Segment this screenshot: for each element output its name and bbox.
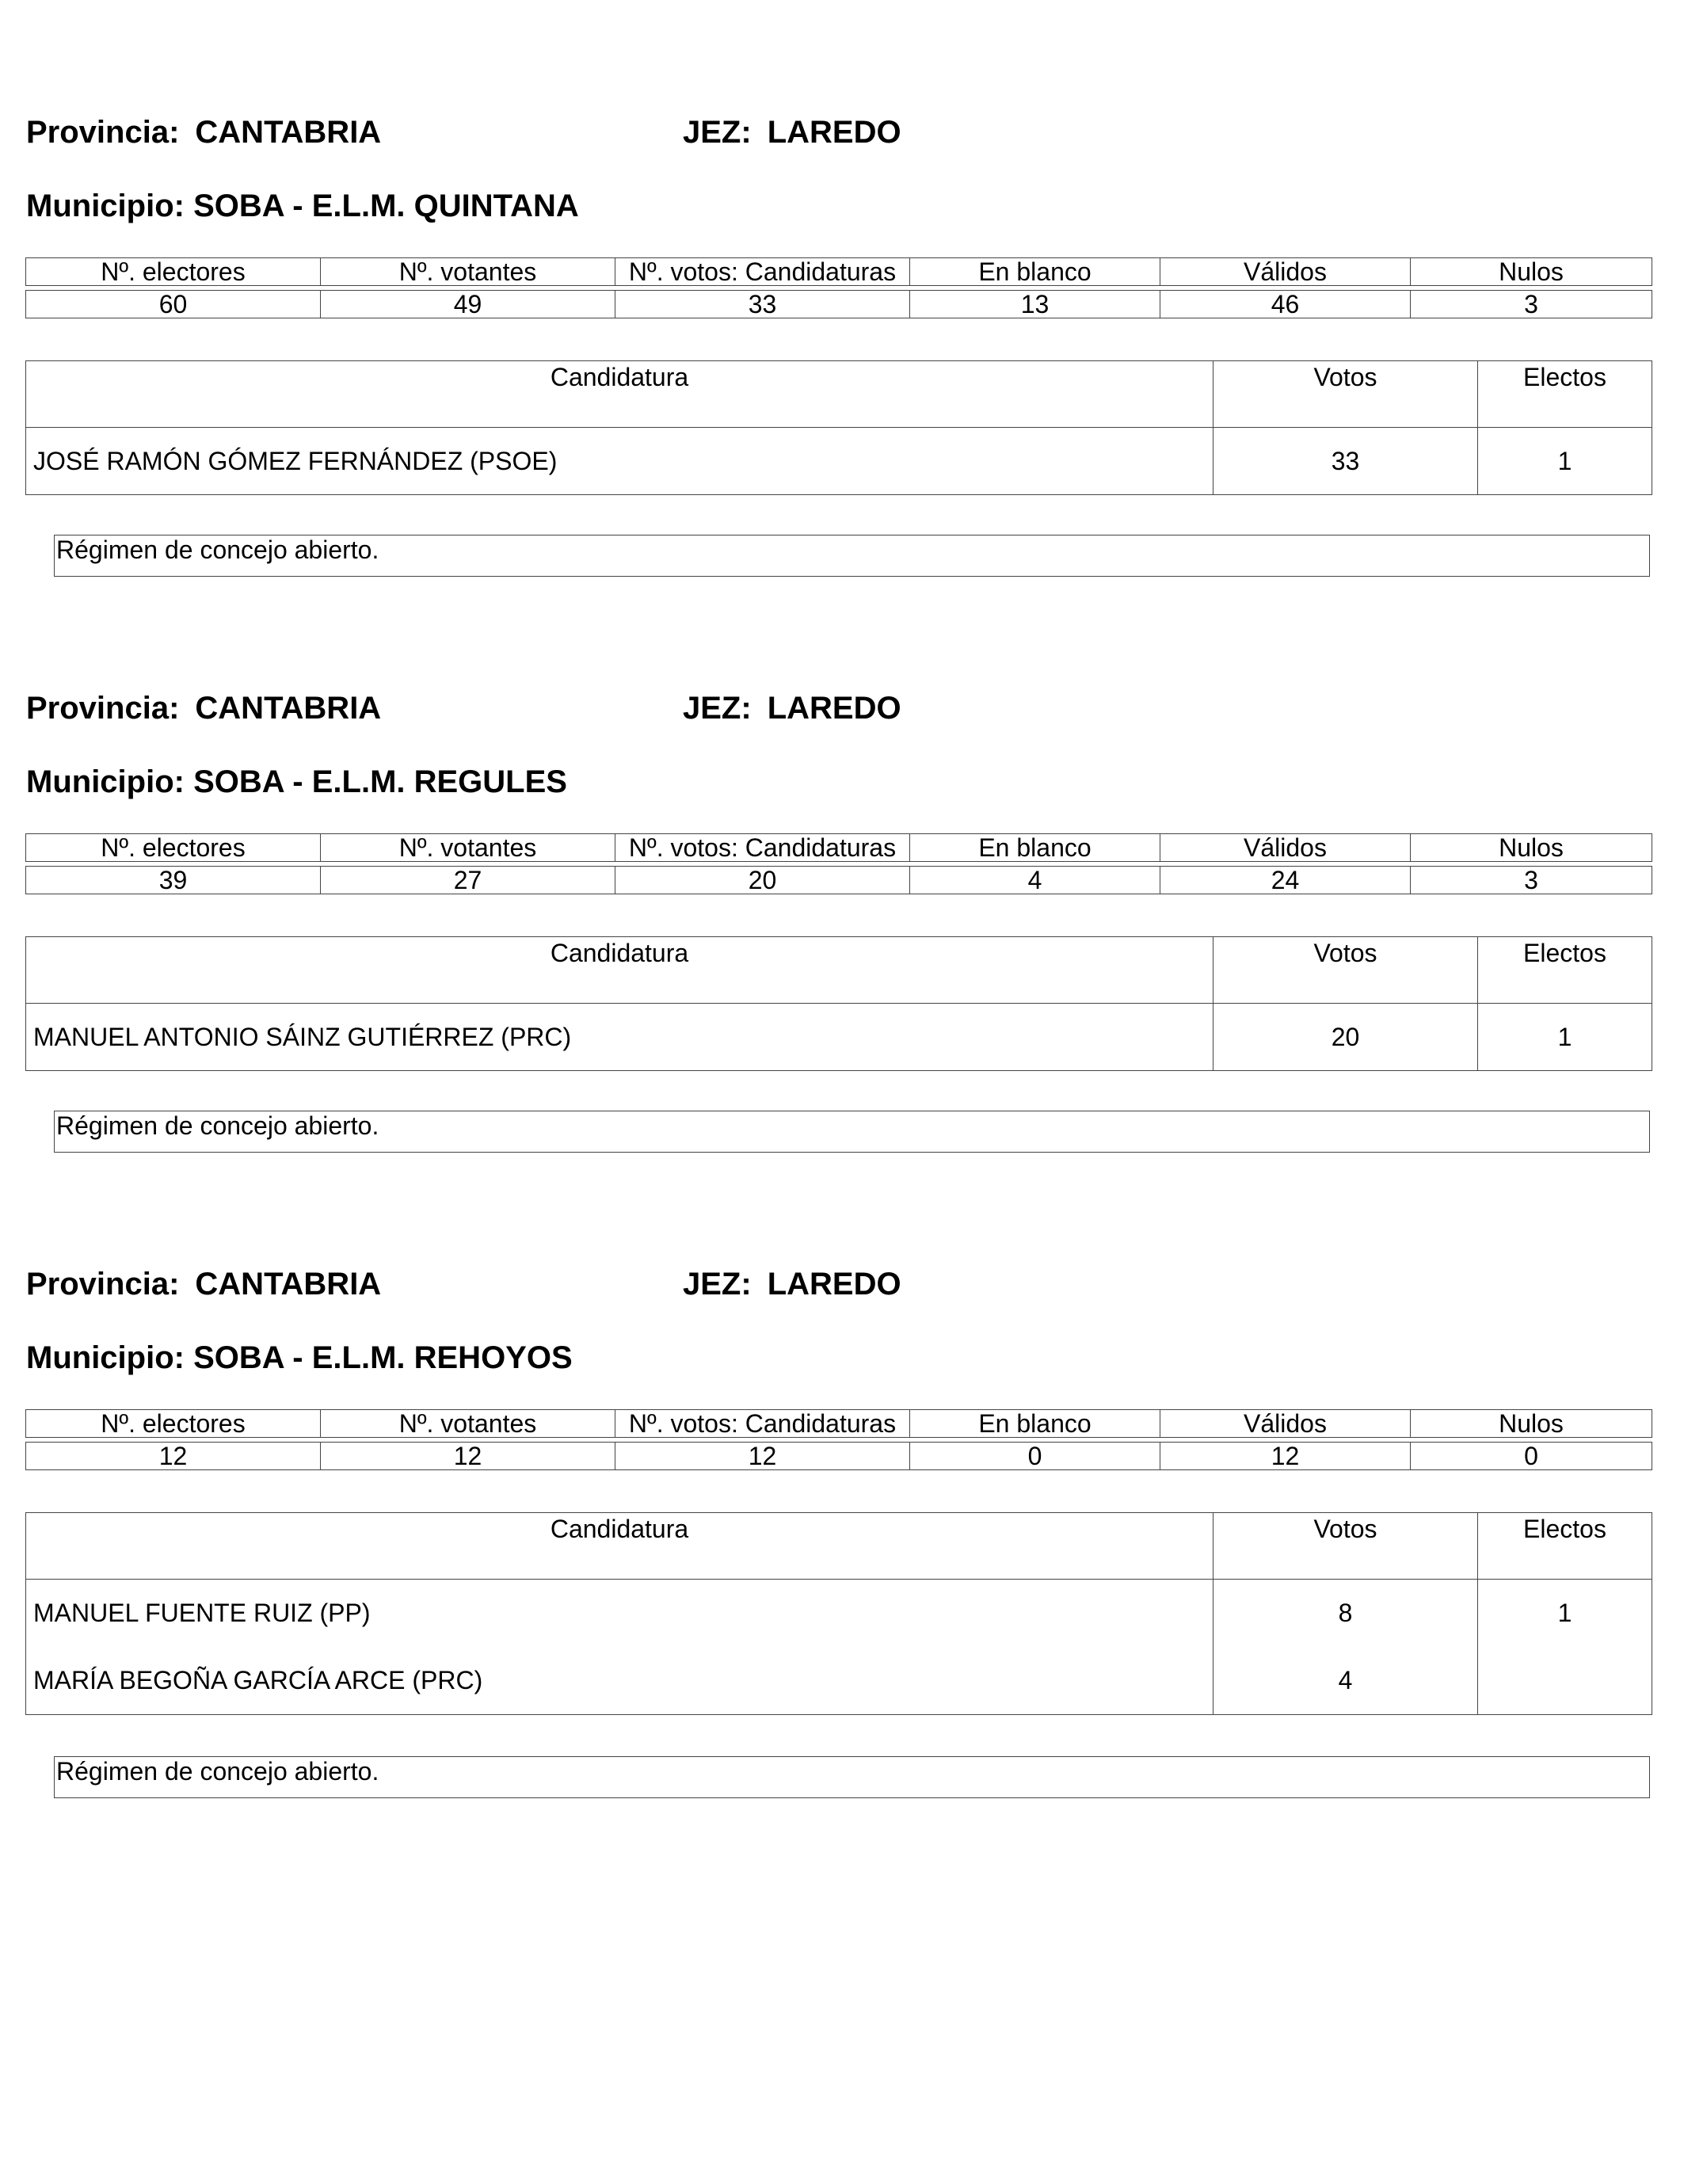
candidaturas-table [25, 936, 1652, 1071]
stat-votos-candidaturas: 12 [615, 1443, 910, 1470]
jez-value: LAREDO [767, 1267, 901, 1302]
candidaturas-header-row [26, 361, 1652, 428]
stat-nulos: 0 [1411, 1443, 1652, 1470]
provincia-value: CANTABRIA [195, 691, 382, 726]
votos-header: Votos [1213, 1513, 1478, 1580]
stat-header: Nulos [1411, 834, 1652, 862]
jez-label: JEZ: [683, 115, 752, 150]
provincia-line [26, 1264, 381, 1304]
stat-header: Nº. electores [26, 834, 321, 862]
candidato-electos: 1 [1478, 1004, 1652, 1071]
jez-label: JEZ: [683, 691, 752, 726]
stat-electores: 60 [26, 291, 321, 318]
candidato-nombre: MANUEL FUENTE RUIZ (PP) [26, 1580, 1213, 1647]
candidato-votos: 33 [1213, 428, 1478, 495]
candidaturas-header-row [26, 937, 1652, 1004]
jez-line [683, 1264, 901, 1304]
stats-header-row [26, 834, 1652, 862]
provincia-value: CANTABRIA [195, 1267, 382, 1302]
stat-header: Nº. votos: Candidaturas [615, 258, 910, 286]
stat-validos: 24 [1160, 867, 1411, 894]
stat-header: Nº. votantes [321, 258, 615, 286]
stat-header: Válidos [1160, 834, 1411, 862]
candidatura-header: Candidatura [26, 361, 1213, 428]
stat-validos: 12 [1160, 1443, 1411, 1470]
regimen-note: Régimen de concejo abierto. [54, 535, 1650, 577]
electos-header: Electos [1478, 1513, 1652, 1580]
provincia-value: CANTABRIA [195, 115, 382, 150]
municipio-label: Municipio: [26, 1340, 185, 1375]
stat-votantes: 12 [321, 1443, 615, 1470]
stat-header: Nº. votos: Candidaturas [615, 834, 910, 862]
stats-table [25, 833, 1652, 894]
candidato-electos: 1 [1478, 1580, 1652, 1647]
municipio-section-rehoyos [0, 1152, 1684, 1865]
stat-electores: 39 [26, 867, 321, 894]
candidato-votos: 4 [1213, 1646, 1478, 1715]
stats-header-row [26, 1410, 1652, 1438]
votos-header: Votos [1213, 361, 1478, 428]
jez-line [683, 688, 901, 728]
stats-table [25, 257, 1652, 318]
stat-nulos: 3 [1411, 291, 1652, 318]
candidato-nombre: MANUEL ANTONIO SÁINZ GUTIÉRREZ (PRC) [26, 1004, 1213, 1071]
stat-header: Nº. votantes [321, 834, 615, 862]
stats-value-row [26, 291, 1652, 318]
stat-validos: 46 [1160, 291, 1411, 318]
stat-votos-candidaturas: 20 [615, 867, 910, 894]
candidaturas-header-row [26, 1513, 1652, 1580]
stat-header: Nulos [1411, 1410, 1652, 1438]
candidato-votos: 8 [1213, 1580, 1478, 1647]
candidato-electos [1478, 1646, 1652, 1715]
stats-value-row [26, 867, 1652, 894]
stat-header: En blanco [910, 258, 1160, 286]
stat-header: Nº. votantes [321, 1410, 615, 1438]
candidato-nombre: MARÍA BEGOÑA GARCÍA ARCE (PRC) [26, 1646, 1213, 1715]
jez-label: JEZ: [683, 1267, 752, 1302]
municipio-line [26, 762, 567, 802]
municipio-line [26, 1338, 573, 1378]
candidato-row [26, 1580, 1652, 1647]
candidaturas-table [25, 360, 1652, 495]
candidato-row [26, 428, 1652, 495]
stat-header: Válidos [1160, 1410, 1411, 1438]
stat-en-blanco: 0 [910, 1443, 1160, 1470]
regimen-note: Régimen de concejo abierto. [54, 1111, 1650, 1153]
municipio-line [26, 186, 579, 226]
stat-header: Nº. votos: Candidaturas [615, 1410, 910, 1438]
jez-value: LAREDO [767, 115, 901, 150]
candidatura-header: Candidatura [26, 937, 1213, 1004]
stat-nulos: 3 [1411, 867, 1652, 894]
provincia-line [26, 688, 381, 728]
stat-electores: 12 [26, 1443, 321, 1470]
provincia-label: Provincia: [26, 691, 180, 726]
stat-en-blanco: 4 [910, 867, 1160, 894]
candidato-nombre: JOSÉ RAMÓN GÓMEZ FERNÁNDEZ (PSOE) [26, 428, 1213, 495]
stats-header-row [26, 258, 1652, 286]
stats-value-row [26, 1443, 1652, 1470]
stat-en-blanco: 13 [910, 291, 1160, 318]
candidato-row [26, 1004, 1652, 1071]
stat-header: Nº. electores [26, 258, 321, 286]
municipio-label: Municipio: [26, 764, 185, 799]
regimen-note: Régimen de concejo abierto. [54, 1756, 1650, 1798]
stat-header: En blanco [910, 834, 1160, 862]
provincia-label: Provincia: [26, 1267, 180, 1302]
candidato-votos: 20 [1213, 1004, 1478, 1071]
stat-votos-candidaturas: 33 [615, 291, 910, 318]
electos-header: Electos [1478, 937, 1652, 1004]
candidato-row [26, 1646, 1652, 1715]
provincia-label: Provincia: [26, 115, 180, 150]
candidatura-header: Candidatura [26, 1513, 1213, 1580]
candidaturas-table [25, 1512, 1652, 1715]
electos-header: Electos [1478, 361, 1652, 428]
municipio-label: Municipio: [26, 189, 185, 223]
stat-header: En blanco [910, 1410, 1160, 1438]
candidato-electos: 1 [1478, 428, 1652, 495]
votos-header: Votos [1213, 937, 1478, 1004]
provincia-line [26, 112, 381, 152]
stat-header: Válidos [1160, 258, 1411, 286]
stat-votantes: 49 [321, 291, 615, 318]
stat-header: Nulos [1411, 258, 1652, 286]
jez-line [683, 112, 901, 152]
municipio-section-regules [0, 576, 1684, 1140]
jez-value: LAREDO [767, 691, 901, 726]
stat-header: Nº. electores [26, 1410, 321, 1438]
municipio-value: SOBA - E.L.M. REGULES [193, 764, 567, 799]
municipio-value: SOBA - E.L.M. QUINTANA [193, 189, 579, 223]
stats-table [25, 1409, 1652, 1470]
stat-votantes: 27 [321, 867, 615, 894]
municipio-section-quintana [0, 0, 1684, 564]
municipio-value: SOBA - E.L.M. REHOYOS [193, 1340, 573, 1375]
